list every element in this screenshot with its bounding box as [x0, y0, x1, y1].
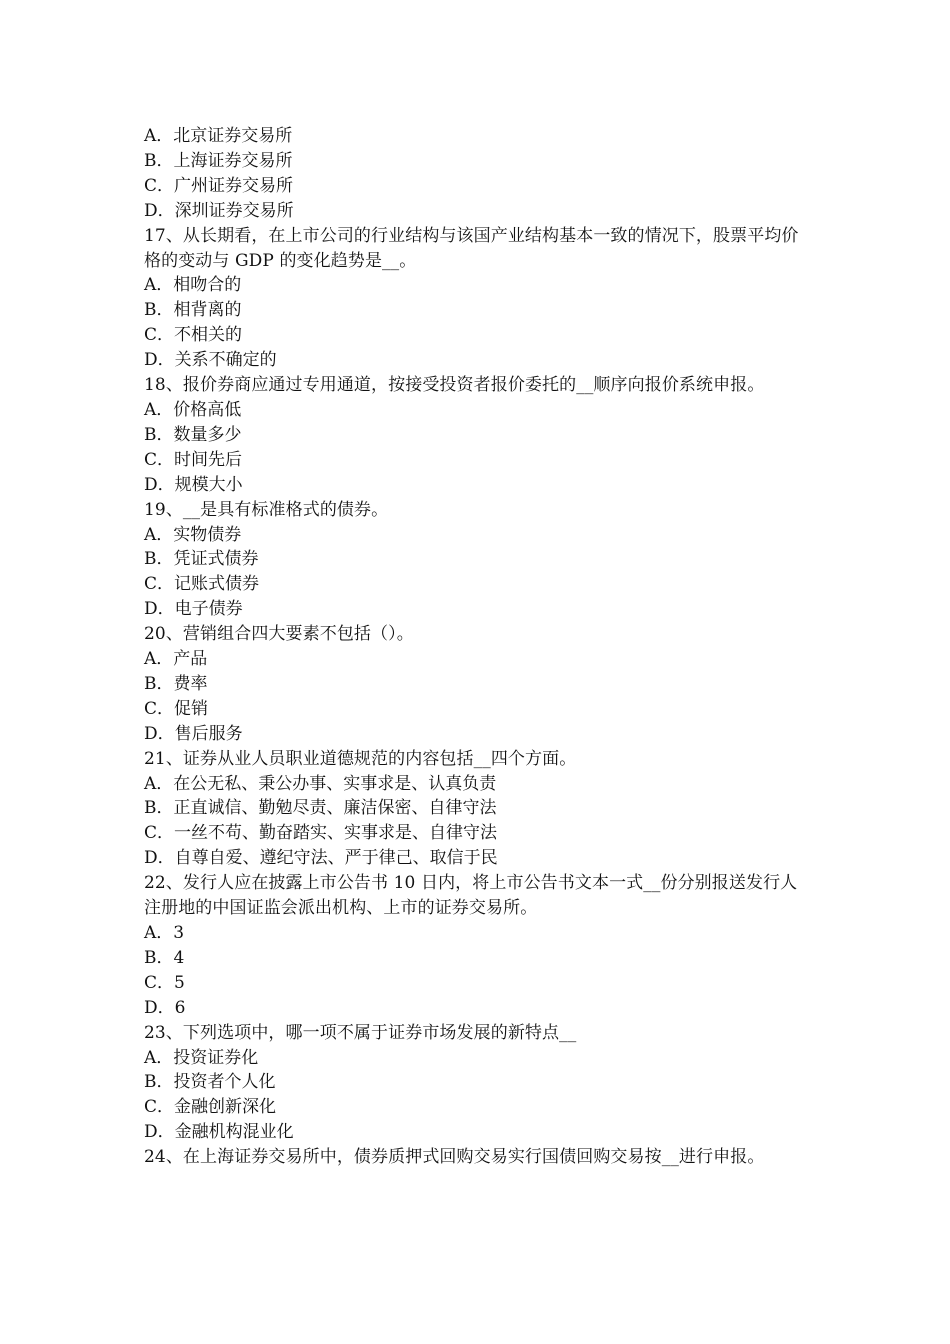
option-a: A．产品	[144, 649, 208, 670]
option-d: D．6	[144, 997, 186, 1018]
question-18: 18、报价券商应通过专用通道，按接受投资者报价委托的__顺序向报价系统申报。	[144, 375, 765, 396]
option-b: B．数量多少	[144, 424, 242, 445]
option-c: C．记账式债券	[144, 574, 260, 595]
option-a: A．价格高低	[144, 399, 242, 420]
option-c: C．促销	[144, 698, 209, 719]
option-b: B．费率	[144, 673, 208, 694]
question-24: 24、在上海证券交易所中，债券质押式回购交易实行国债回购交易按__进行申报。	[144, 1147, 765, 1168]
option-b: B．相背离的	[144, 300, 242, 321]
option-d: D．电子债券	[144, 599, 243, 620]
option-c: C．金融创新深化	[144, 1097, 277, 1118]
option-a: A．实物债券	[144, 524, 242, 545]
option-a: A．3	[144, 923, 185, 943]
option-c: C．不相关的	[144, 325, 243, 346]
question-21: 21、证券从业人员职业道德规范的内容包括__四个方面。	[144, 748, 577, 769]
question-23: 23、下列选项中，哪一项不属于证券市场发展的新特点__	[144, 1022, 577, 1043]
option-c: C．广州证券交易所	[144, 175, 294, 196]
option-d: D．关系不确定的	[144, 350, 277, 371]
option-b: B．上海证券交易所	[144, 150, 293, 171]
option-b: B．正直诚信、勤勉尽责、廉洁保密、自律守法	[144, 798, 497, 819]
option-b: B．凭证式债券	[144, 549, 259, 570]
option-b: B．投资者个人化	[144, 1072, 276, 1093]
option-b: B．4	[144, 947, 185, 968]
option-a: A．在公无私、秉公办事、实事求是、认真负责	[144, 773, 497, 794]
question-20: 20、营销组合四大要素不包括（）。	[144, 624, 414, 645]
option-d: D．深圳证券交易所	[144, 200, 294, 221]
question-17: 17、从长期看，在上市公司的行业结构与该国产业结构基本一致的情况下，股票平均价格的变动与 GDP 的变化趋势是__。	[144, 225, 799, 271]
option-d: D．金融机构混业化	[144, 1122, 294, 1143]
option-a: A．相吻合的	[144, 275, 242, 296]
option-d: D．规模大小	[144, 474, 243, 495]
document-page	[144, 124, 809, 1170]
option-c: C．时间先后	[144, 449, 243, 470]
option-d: D．售后服务	[144, 723, 243, 744]
option-c: C．5	[144, 972, 185, 993]
option-a: A．投资证券化	[144, 1047, 259, 1068]
question-19: 19、__是具有标准格式的债券。	[144, 499, 389, 520]
option-d: D．自尊自爱、遵纪守法、严于律己、取信于民	[144, 848, 498, 869]
option-a: A．北京证券交易所	[144, 126, 293, 146]
question-22: 22、发行人应在披露上市公告书 10 日内，将上市公告书文本一式__份分别报送发行人注册地的中国证监会派出机构、上市的证券交易所。	[144, 873, 798, 919]
option-c: C．一丝不苟、勤奋踏实、实事求是、自律守法	[144, 823, 498, 844]
